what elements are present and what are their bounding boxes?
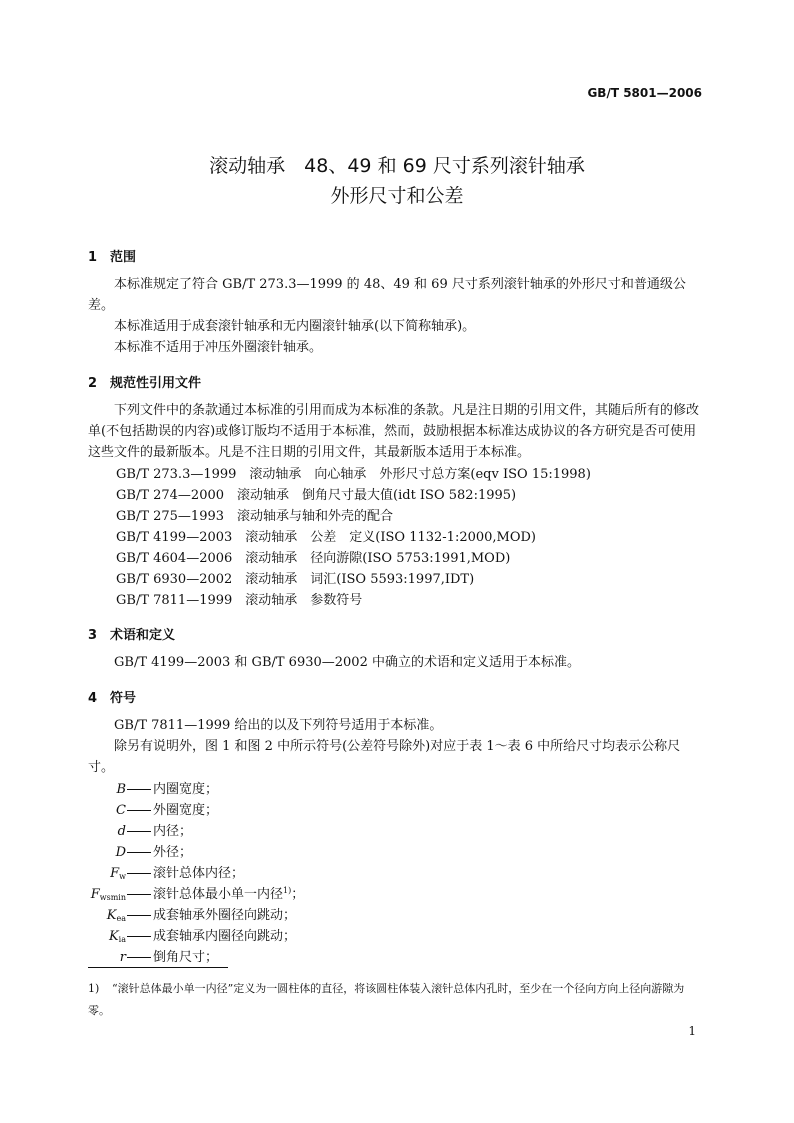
symbol-item — [64, 799, 218, 818]
symbol-item — [64, 925, 296, 944]
footnote-marker: 1) — [283, 886, 292, 895]
footnote — [88, 978, 706, 1022]
em-dash — [127, 789, 151, 790]
paragraph: GB/T 4199—2003 和 GB/T 6930—2002 中确立的术语和定义适用于本标准。 — [114, 655, 580, 670]
page-number: 1 — [688, 1024, 696, 1038]
document-title-line1: 滚动轴承 48、49 和 69 尺寸系列滚针轴承 — [209, 155, 585, 177]
symbol: C — [116, 803, 126, 818]
section-4-heading — [88, 687, 136, 706]
em-dash — [127, 852, 151, 853]
paragraph: 下列文件中的条款通过本标准的引用而成为本标准的条款。凡是注日期的引用文件，其随后所有的修改单(不包括勘误的内容)或修订版均不适用于本标准，然而，鼓励根据本标准达成协议的各方研究是否可使用这些文件的最新版本。凡是不注日期的引用文件，其最新版本适用于本标准。 — [88, 403, 700, 460]
paragraph: 本标准适用于成套滚针轴承和无内圈滚针轴承(以下简称轴承)。 — [114, 319, 476, 334]
symbol-item — [64, 778, 218, 797]
section-number: 4 — [88, 691, 98, 706]
reference-item: GB/T 6930—2002 滚动轴承 词汇(ISO 5593:1997,IDT) — [116, 572, 475, 587]
paragraph: 本标准规定了符合 GB/T 273.3—1999 的 48、49 和 69 尺寸系列滚针轴承的外形尺寸和普通级公差。 — [88, 277, 686, 313]
footnote-text: “滚针总体最小单一内径”定义为一圆柱体的直径，将该圆柱体装入滚针总体内孔时，至少在一个径向方向上径向游隙为零。 — [88, 982, 685, 1017]
section-1-heading — [88, 246, 136, 265]
section-number: 1 — [88, 250, 98, 265]
symbol: $K_{ia}$ — [108, 929, 126, 944]
section-title: 范围 — [110, 250, 137, 265]
symbol-item — [64, 862, 244, 881]
reference-item: GB/T 275—1993 滚动轴承与轴和外壳的配合 — [116, 509, 394, 524]
reference-item: GB/T 7811—1999 滚动轴承 参数符号 — [116, 593, 363, 608]
section-title: 符号 — [110, 691, 137, 706]
em-dash — [127, 915, 151, 916]
symbol-description: 内圈宽度； — [153, 782, 219, 797]
paragraph: 除另有说明外，图 1 和图 2 中所示符号(公差符号除外)对应于表 1～表 6 中所给尺寸均表示公称尺寸。 — [88, 739, 681, 775]
reference-item: GB/T 273.3—1999 滚动轴承 向心轴承 外形尺寸总方案(eqv ISO 15:1998) — [116, 467, 591, 482]
em-dash — [127, 957, 151, 958]
symbol: d — [117, 824, 126, 839]
section-number: 3 — [88, 628, 98, 643]
paragraph: 本标准不适用于冲压外圈滚针轴承。 — [114, 340, 323, 355]
symbol-description: 外圈宽度； — [153, 803, 219, 818]
symbol: $F_{wsmin}$ — [90, 887, 126, 902]
symbol-description: 外径； — [153, 845, 193, 860]
section-2-heading — [88, 372, 201, 391]
symbol: D — [115, 845, 126, 860]
symbol-item — [64, 841, 192, 860]
symbol: B — [116, 782, 126, 797]
em-dash — [127, 936, 151, 937]
symbol-description: 倒角尺寸； — [153, 950, 219, 965]
section-3-heading — [88, 624, 175, 643]
symbol-description: 成套轴承内圈径向跳动； — [153, 929, 297, 944]
symbol-description: 滚针总体最小单一内径 — [153, 887, 284, 902]
symbol-item: $F_{wsmin}$ 滚针总体最小单一内径$^{1)}$； — [64, 883, 304, 902]
symbol-item — [64, 904, 296, 923]
standard-number: GB/T 5801—2006 — [587, 86, 702, 100]
document-title-line2: 外形尺寸和公差 — [330, 185, 464, 207]
footnote-separator — [88, 967, 228, 968]
symbol-item — [64, 820, 192, 839]
section-title: 规范性引用文件 — [110, 376, 202, 391]
footnote-key: 1) — [88, 982, 100, 995]
symbol: r — [119, 950, 126, 965]
symbol-description: 滚针总体内径； — [153, 866, 245, 881]
em-dash — [127, 873, 151, 874]
em-dash — [127, 831, 151, 832]
reference-item: GB/T 4199—2003 滚动轴承 公差 定义(ISO 1132-1:2000,MOD) — [116, 530, 536, 545]
reference-item: GB/T 274—2000 滚动轴承 倒角尺寸最大值(idt ISO 582:1995) — [116, 488, 517, 503]
symbol-description: 成套轴承外圈径向跳动； — [153, 908, 297, 923]
em-dash — [127, 810, 151, 811]
symbol: $K_{ea}$ — [106, 908, 126, 923]
paragraph: GB/T 7811—1999 给出的以及下列符号适用于本标准。 — [114, 718, 443, 733]
symbol-item — [64, 946, 218, 965]
symbol-description: 内径； — [153, 824, 193, 839]
em-dash — [127, 894, 151, 895]
section-number: 2 — [88, 376, 98, 391]
symbol: $F_w$ — [110, 866, 126, 881]
reference-item: GB/T 4604—2006 滚动轴承 径向游隙(ISO 5753:1991,MOD) — [116, 551, 511, 566]
section-title: 术语和定义 — [110, 628, 176, 643]
